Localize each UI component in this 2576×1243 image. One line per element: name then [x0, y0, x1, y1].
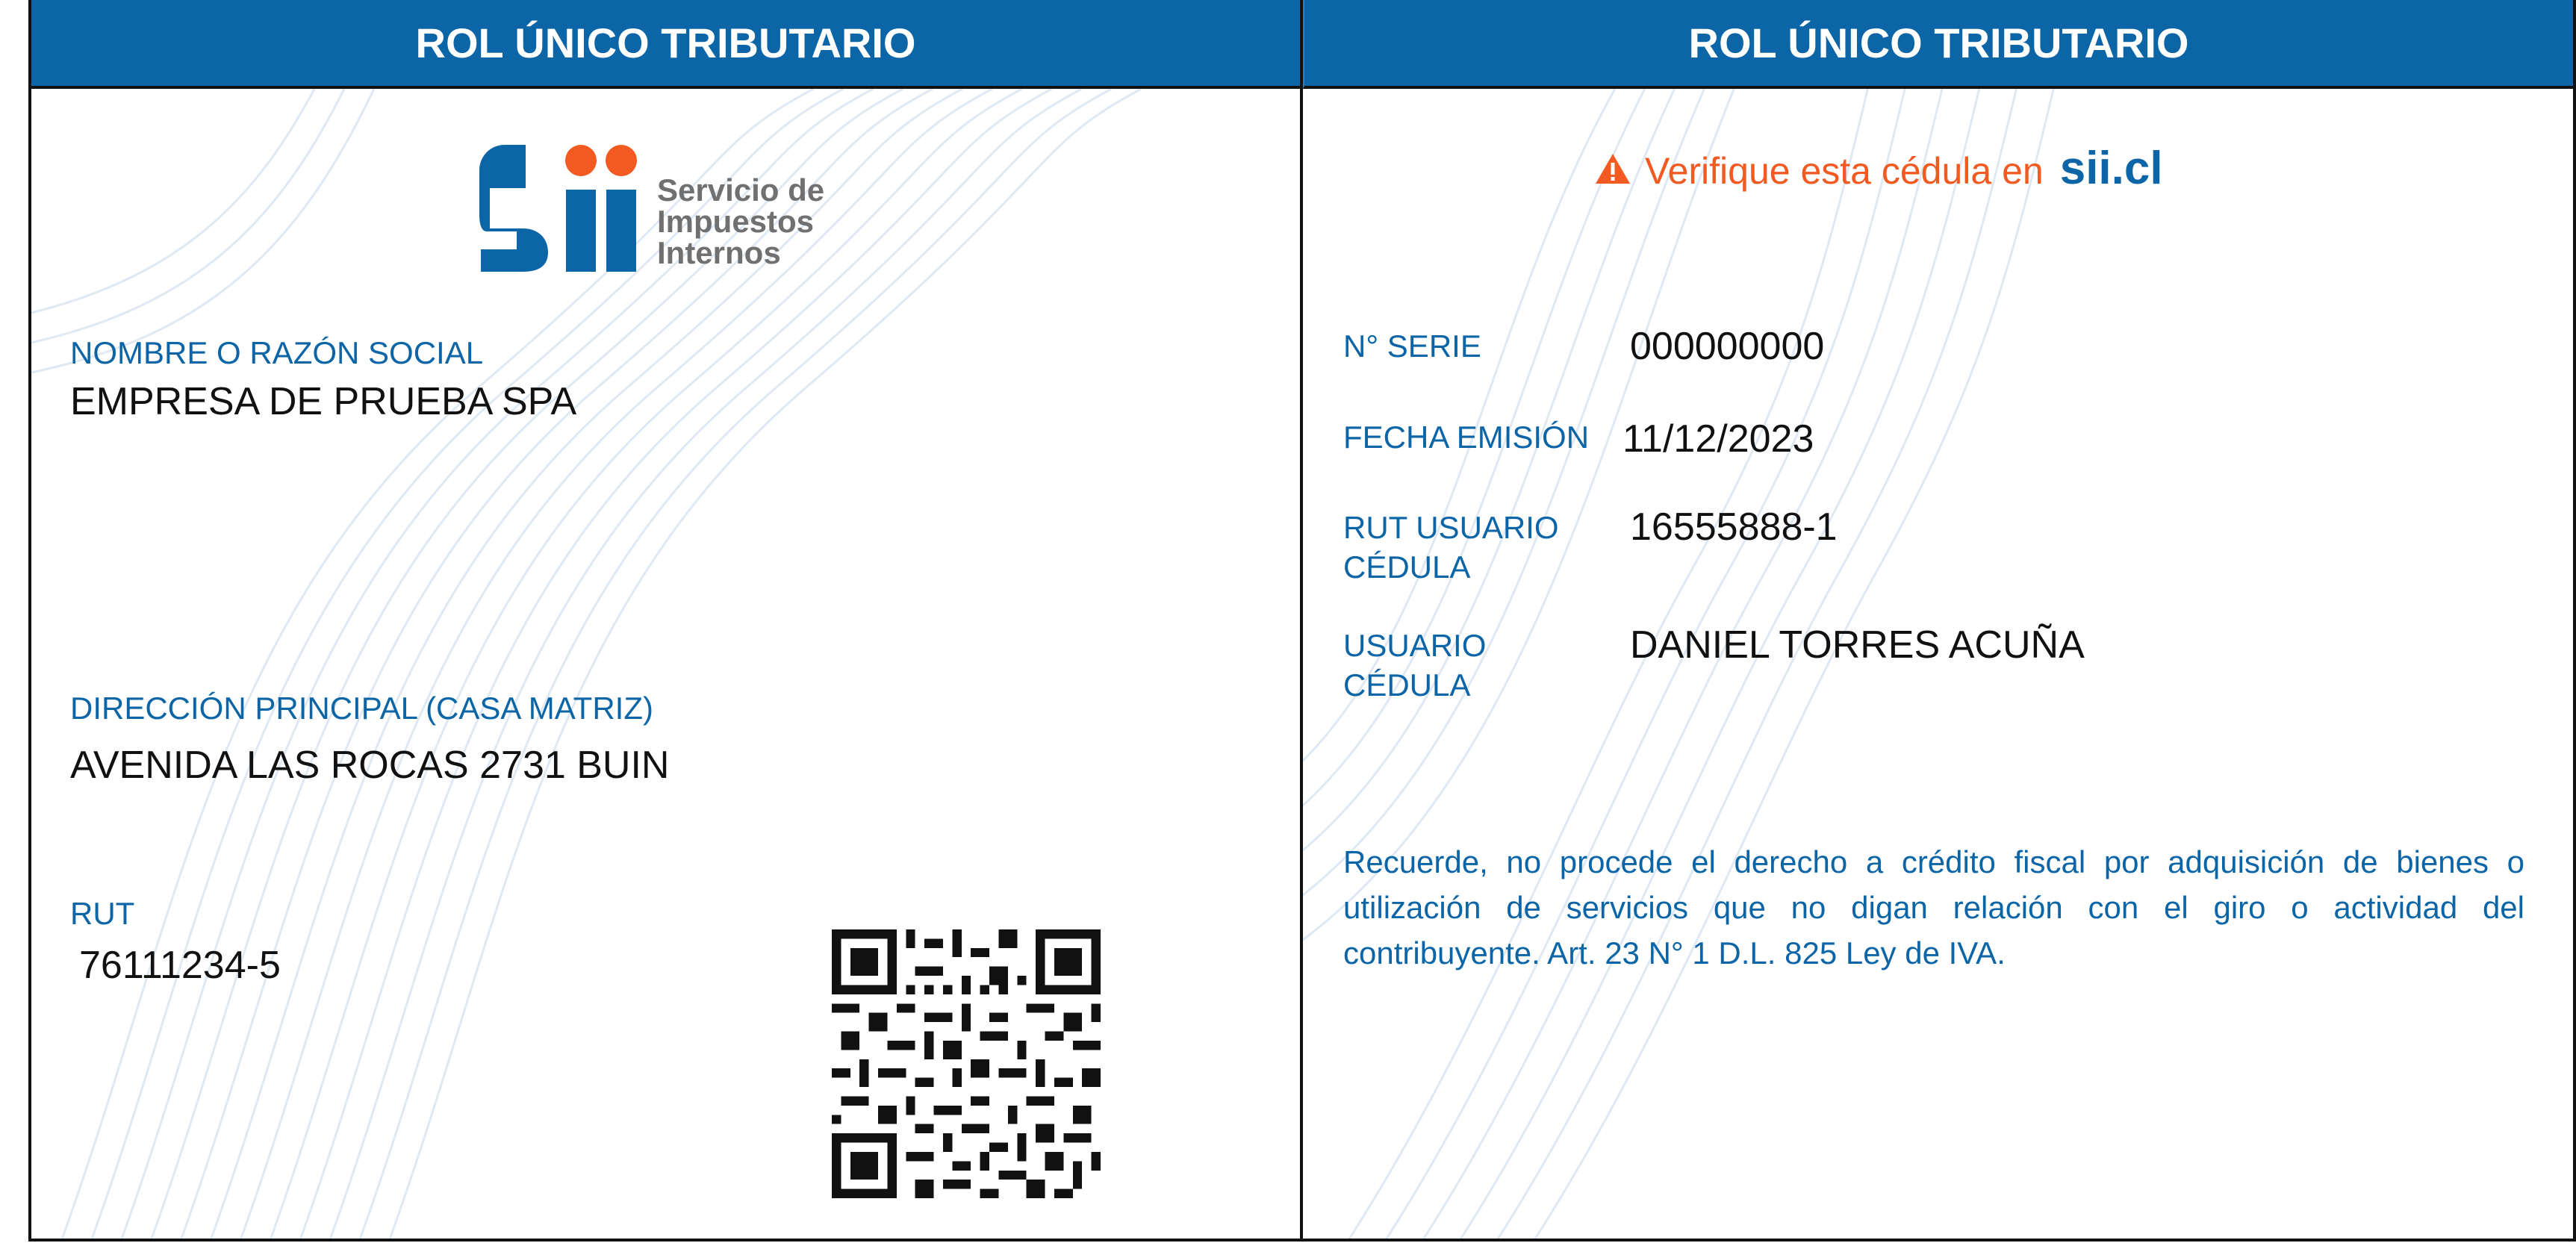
sii-logo	[479, 140, 897, 275]
iva-note: Recuerde, no procede el derecho a crédito fiscal por adquisición de bienes o utilización de servicios que no digan relación con el giro o actividad del contribuyente. Art. 23 N° 1 D.L. 825 Ley de IVA.	[1343, 844, 2524, 971]
back-header	[1303, 0, 2573, 89]
logo-line-1: Servicio de	[657, 172, 825, 208]
serie-value: 000000000	[1630, 325, 1825, 368]
rut-usuario-value: 16555888-1	[1630, 505, 1838, 549]
fecha-emision-label: FECHA EMISIÓN	[1343, 420, 1590, 455]
warning-icon	[1594, 152, 1631, 185]
logo-line-2: Impuestos	[657, 204, 815, 239]
rut-usuario-label-line-1: RUT USUARIO	[1343, 510, 1559, 545]
qr-code-icon	[832, 929, 1101, 1198]
rut-usuario-label-line-2: CÉDULA	[1343, 549, 1471, 585]
fecha-emision-value: 11/12/2023	[1623, 417, 1814, 461]
rut-card-front	[28, 0, 1300, 1242]
address-label: DIRECCIÓN PRINCIPAL (CASA MATRIZ)	[70, 691, 653, 726]
address-value: AVENIDA LAS ROCAS 2731 BUIN	[70, 744, 670, 787]
sii-logo-mark	[479, 140, 644, 275]
usuario-label	[1343, 626, 1486, 705]
verify-line	[1594, 142, 2163, 195]
usuario-label-line-2: CÉDULA	[1343, 667, 1471, 703]
rut-usuario-label	[1343, 508, 1559, 588]
name-value: EMPRESA DE PRUEBA SPA	[70, 380, 577, 423]
rut-card-back	[1300, 0, 2576, 1242]
name-label: NOMBRE O RAZÓN SOCIAL	[70, 335, 484, 370]
verify-text: Verifique esta cédula en	[1645, 150, 2044, 192]
back-header-title: ROL ÚNICO TRIBUTARIO	[1688, 19, 2189, 66]
verify-domain: sii.cl	[2059, 143, 2163, 194]
rut-label: RUT	[70, 896, 135, 931]
front-header	[31, 0, 1300, 89]
front-header-title: ROL ÚNICO TRIBUTARIO	[415, 19, 916, 66]
rut-value: 76111234-5	[79, 944, 281, 987]
serie-label: N° SERIE	[1343, 328, 1481, 364]
usuario-label-line-1: USUARIO	[1343, 628, 1487, 663]
logo-line-3: Internos	[657, 235, 781, 270]
usuario-value: DANIEL TORRES ACUÑA	[1630, 623, 2085, 667]
